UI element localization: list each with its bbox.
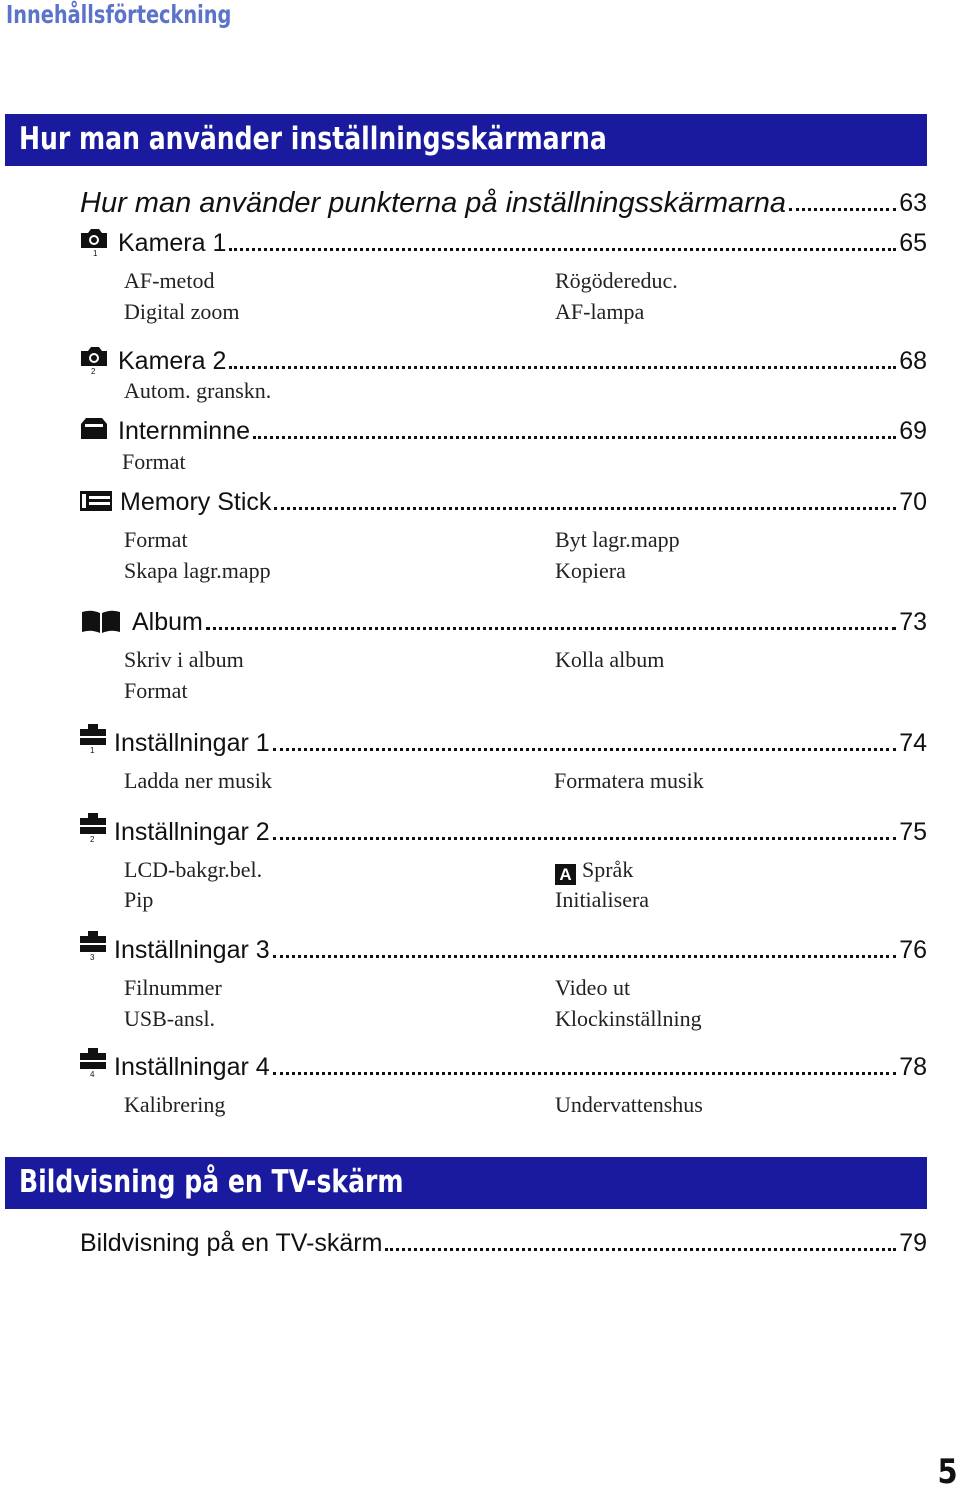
toc-page-number: 70	[899, 488, 927, 516]
settings-4-icon	[78, 1047, 108, 1077]
toc-page-number: 68	[899, 347, 927, 375]
page-header-title: Innehållsförteckning	[6, 0, 232, 29]
settings-badge: 4	[90, 1070, 95, 1077]
sub-item[interactable]: Ladda ner musik	[124, 768, 272, 793]
sub-item[interactable]: Format	[122, 449, 186, 474]
toc-entry-inst2[interactable]	[114, 813, 927, 847]
toc-page-number: 74	[899, 729, 927, 757]
toc-entry-label: Album	[132, 608, 203, 636]
language-icon: A	[555, 864, 576, 885]
section-title: Bildvisning på en TV-skärm	[19, 1164, 404, 1200]
toc-page-number: 73	[899, 608, 927, 636]
sub-item[interactable]: Pip	[124, 887, 154, 912]
camera-badge: 2	[91, 367, 96, 374]
section-banner-tv	[5, 1157, 927, 1209]
toc-entry-label: Inställningar 4	[114, 1053, 270, 1081]
album-book-icon	[80, 606, 122, 636]
toc-entry-intro[interactable]	[80, 184, 927, 218]
dot-leader	[273, 837, 897, 840]
page-number: 5	[937, 1452, 958, 1492]
sub-item[interactable]: USB-ansl.	[124, 1006, 216, 1031]
sub-item[interactable]: Formatera musik	[554, 768, 704, 793]
sub-item[interactable]: Undervattenshus	[555, 1092, 703, 1117]
settings-2-icon	[78, 812, 108, 842]
toc-entry-memorystick[interactable]	[120, 483, 927, 517]
settings-badge: 1	[90, 746, 95, 753]
settings-3-icon	[78, 930, 108, 960]
dot-leader	[229, 366, 896, 369]
toc-entry-label: Inställningar 2	[114, 818, 270, 846]
sub-item-label: Språk	[582, 857, 634, 882]
camera-1-icon	[79, 226, 109, 256]
toc-entry-album[interactable]	[132, 603, 927, 637]
sub-item[interactable]: Video ut	[555, 975, 631, 1000]
sub-item-language[interactable]	[555, 857, 633, 885]
sub-item[interactable]: AF-metod	[124, 268, 215, 293]
sub-item[interactable]: Kalibrering	[124, 1092, 226, 1117]
dot-leader	[229, 248, 896, 251]
sub-item[interactable]: Format	[124, 527, 188, 552]
toc-entry-inst1[interactable]	[114, 724, 927, 758]
settings-badge: 2	[90, 835, 95, 842]
dot-leader	[789, 208, 896, 211]
sub-item[interactable]: AF-lampa	[555, 299, 645, 324]
sub-item[interactable]: Initialisera	[555, 887, 650, 912]
internal-memory-icon	[79, 414, 109, 444]
toc-entry-label: Kamera 2	[118, 347, 227, 375]
toc-page-number: 78	[899, 1053, 927, 1081]
settings-badge: 3	[90, 953, 95, 960]
toc-entry-inst4[interactable]	[114, 1048, 927, 1082]
sub-item[interactable]: LCD-bakgr.bel.	[124, 857, 263, 882]
sub-item[interactable]: Byt lagr.mapp	[555, 527, 680, 552]
toc-entry-label: Inställningar 1	[114, 729, 270, 757]
sub-item[interactable]: Skriv i album	[124, 647, 244, 672]
toc-page-number: 65	[899, 229, 927, 257]
toc-page-number: 76	[899, 936, 927, 964]
toc-page-number: 75	[899, 818, 927, 846]
toc-entry-label: Kamera 1	[118, 229, 227, 257]
toc-entry-kamera2[interactable]	[118, 342, 927, 376]
toc-entry-tv[interactable]	[80, 1224, 927, 1258]
toc-page-number: 79	[899, 1229, 927, 1257]
camera-2-icon	[79, 344, 109, 374]
sub-item[interactable]: Format	[124, 678, 188, 703]
dot-leader	[274, 507, 896, 510]
toc-entry-label: Internminne	[118, 417, 251, 445]
dot-leader	[273, 748, 897, 751]
toc-entry-internminne[interactable]	[118, 412, 927, 446]
sub-item[interactable]: Digital zoom	[124, 299, 240, 324]
toc-entry-label: Memory Stick	[120, 488, 272, 516]
toc-entry-label: Hur man använder punkterna på inställningsskärmarna	[80, 187, 787, 219]
toc-page-number: 63	[899, 189, 927, 217]
toc-entry-label: Bildvisning på en TV-skärm	[80, 1229, 383, 1257]
camera-badge: 1	[93, 249, 98, 256]
dot-leader	[273, 955, 897, 958]
sub-item[interactable]: Skapa lagr.mapp	[124, 558, 271, 583]
section-title: Hur man använder inställningsskärmarna	[19, 121, 607, 157]
toc-entry-inst3[interactable]	[114, 931, 927, 965]
sub-item[interactable]: Rögödereduc.	[555, 268, 678, 293]
sub-item[interactable]: Autom. granskn.	[124, 378, 272, 403]
settings-1-icon	[78, 723, 108, 753]
toc-entry-kamera1[interactable]	[118, 224, 927, 258]
sub-item[interactable]: Klockinställning	[555, 1006, 702, 1031]
dot-leader	[206, 627, 896, 630]
sub-item[interactable]: Filnummer	[124, 975, 222, 1000]
dot-leader	[385, 1248, 896, 1251]
toc-entry-label: Inställningar 3	[114, 936, 270, 964]
sub-item[interactable]: Kolla album	[555, 647, 665, 672]
memory-stick-icon	[79, 486, 113, 516]
toc-page-number: 69	[899, 417, 927, 445]
section-banner-settings	[5, 114, 927, 166]
dot-leader	[253, 436, 896, 439]
sub-item[interactable]: Kopiera	[555, 558, 626, 583]
dot-leader	[273, 1072, 897, 1075]
